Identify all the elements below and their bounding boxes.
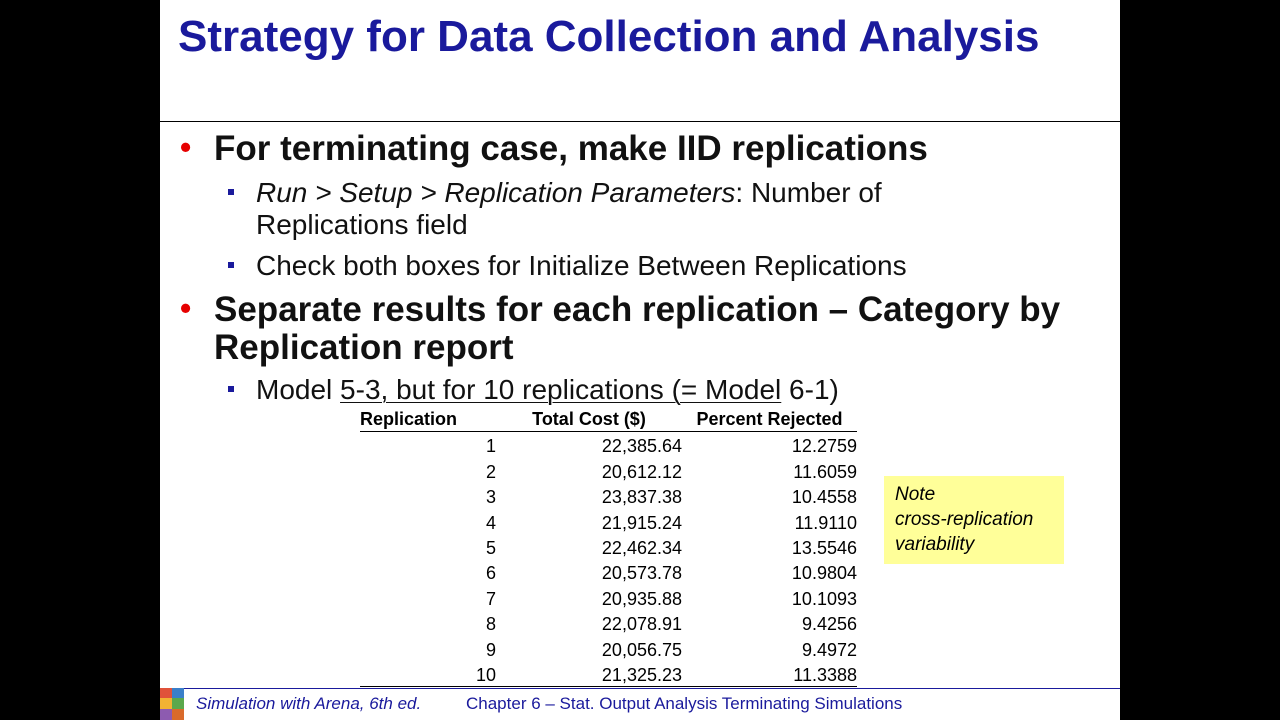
cell-percent-rejected: 11.3388 (682, 661, 857, 687)
cell-percent-rejected: 11.6059 (793, 461, 857, 482)
cell-total-cost: 22,462.34 (601, 537, 682, 558)
cell-replication: 3 (485, 487, 496, 508)
bullet-dot-icon: • (180, 129, 192, 165)
cell-percent-rejected: 9.4972 (801, 639, 857, 660)
cell-total-cost: 20,612.12 (601, 461, 682, 482)
footer-chapter-title: Chapter 6 – Stat. Output Analysis Terminating Simulations (466, 694, 903, 713)
cell-replication: 10 (360, 661, 496, 687)
underlined-text: 5-3, but for 10 replications (= Model (340, 374, 782, 405)
cell-percent-rejected: 10.9804 (791, 563, 857, 584)
cell-total-cost: 22,078.91 (601, 614, 682, 635)
subbullet-text: 6-1) (781, 374, 839, 405)
subbullet-model (256, 374, 1016, 406)
cell-replication: 4 (485, 512, 496, 533)
subbullet-text: : Number of Replications field (256, 177, 882, 240)
cell-percent-rejected: 9.4256 (801, 614, 857, 635)
subbullet-text: Model (256, 374, 341, 405)
note-line: variability (895, 534, 975, 555)
table-header-row (360, 407, 857, 432)
cell-percent-rejected: 10.4558 (791, 487, 857, 508)
slide-title: Strategy for Data Collection and Analysis (178, 12, 1040, 61)
cell-percent-rejected: 13.5546 (791, 537, 857, 558)
cell-replication: 9 (485, 639, 496, 660)
cell-replication: 5 (485, 537, 496, 558)
replication-results-table (360, 407, 857, 687)
slide (160, 0, 1120, 720)
cell-percent-rejected: 12.2759 (791, 436, 857, 457)
callout-note (884, 476, 1064, 564)
column-header-percent-rejected: Percent Rejected (682, 407, 857, 432)
bullet-text: Separate results for each replication – Category by Replication report (214, 290, 1061, 367)
table-row (360, 559, 857, 584)
table-row (360, 610, 857, 635)
cell-replication: 1 (485, 436, 496, 457)
table-row (360, 584, 857, 609)
bullet-text: For terminating case, make IID replications (214, 129, 928, 168)
table-row (360, 483, 857, 508)
subbullet-run-setup (256, 177, 1016, 241)
cell-replication: 7 (485, 588, 496, 609)
cell-replication: 2 (485, 461, 496, 482)
subbullet-text: Check both boxes for Initialize Between Replications (256, 250, 907, 281)
footer-book-title: Simulation with Arena, 6th ed. (196, 694, 422, 713)
arena-logo-icon (160, 688, 184, 720)
cell-percent-rejected: 10.1093 (791, 588, 857, 609)
subbullet-check-boxes (256, 250, 1016, 282)
table-row (360, 508, 857, 533)
table-row (360, 432, 857, 458)
cell-total-cost: 21,915.24 (601, 512, 682, 533)
cell-total-cost: 20,056.75 (601, 639, 682, 660)
square-bullet-icon (228, 189, 234, 195)
cell-total-cost: 23,837.38 (601, 487, 682, 508)
note-line: Note (895, 484, 936, 505)
cell-total-cost: 20,573.78 (601, 563, 682, 584)
bullet-terminating-case (180, 129, 1094, 168)
column-header-total-cost: Total Cost ($) (496, 407, 682, 432)
cell-percent-rejected: 11.9110 (794, 512, 857, 533)
table-row (360, 457, 857, 482)
bullet-dot-icon: • (180, 290, 192, 326)
cell-replication: 6 (485, 563, 496, 584)
note-line: cross-replication (895, 509, 1034, 530)
cell-total-cost: 20,935.88 (601, 588, 682, 609)
column-header-replication: Replication (360, 407, 496, 432)
square-bullet-icon (228, 386, 234, 392)
cell-replication: 8 (485, 614, 496, 635)
menu-path-text: Run > Setup > Replication Parameters (256, 177, 736, 208)
table-row (360, 635, 857, 660)
cell-total-cost: 21,325.23 (496, 661, 682, 687)
footer-divider (160, 688, 1120, 689)
table-row (360, 534, 857, 559)
title-divider (160, 121, 1120, 122)
table-row (360, 661, 857, 687)
bullet-separate-results (180, 290, 1094, 367)
square-bullet-icon (228, 262, 234, 268)
cell-total-cost: 22,385.64 (601, 436, 682, 457)
